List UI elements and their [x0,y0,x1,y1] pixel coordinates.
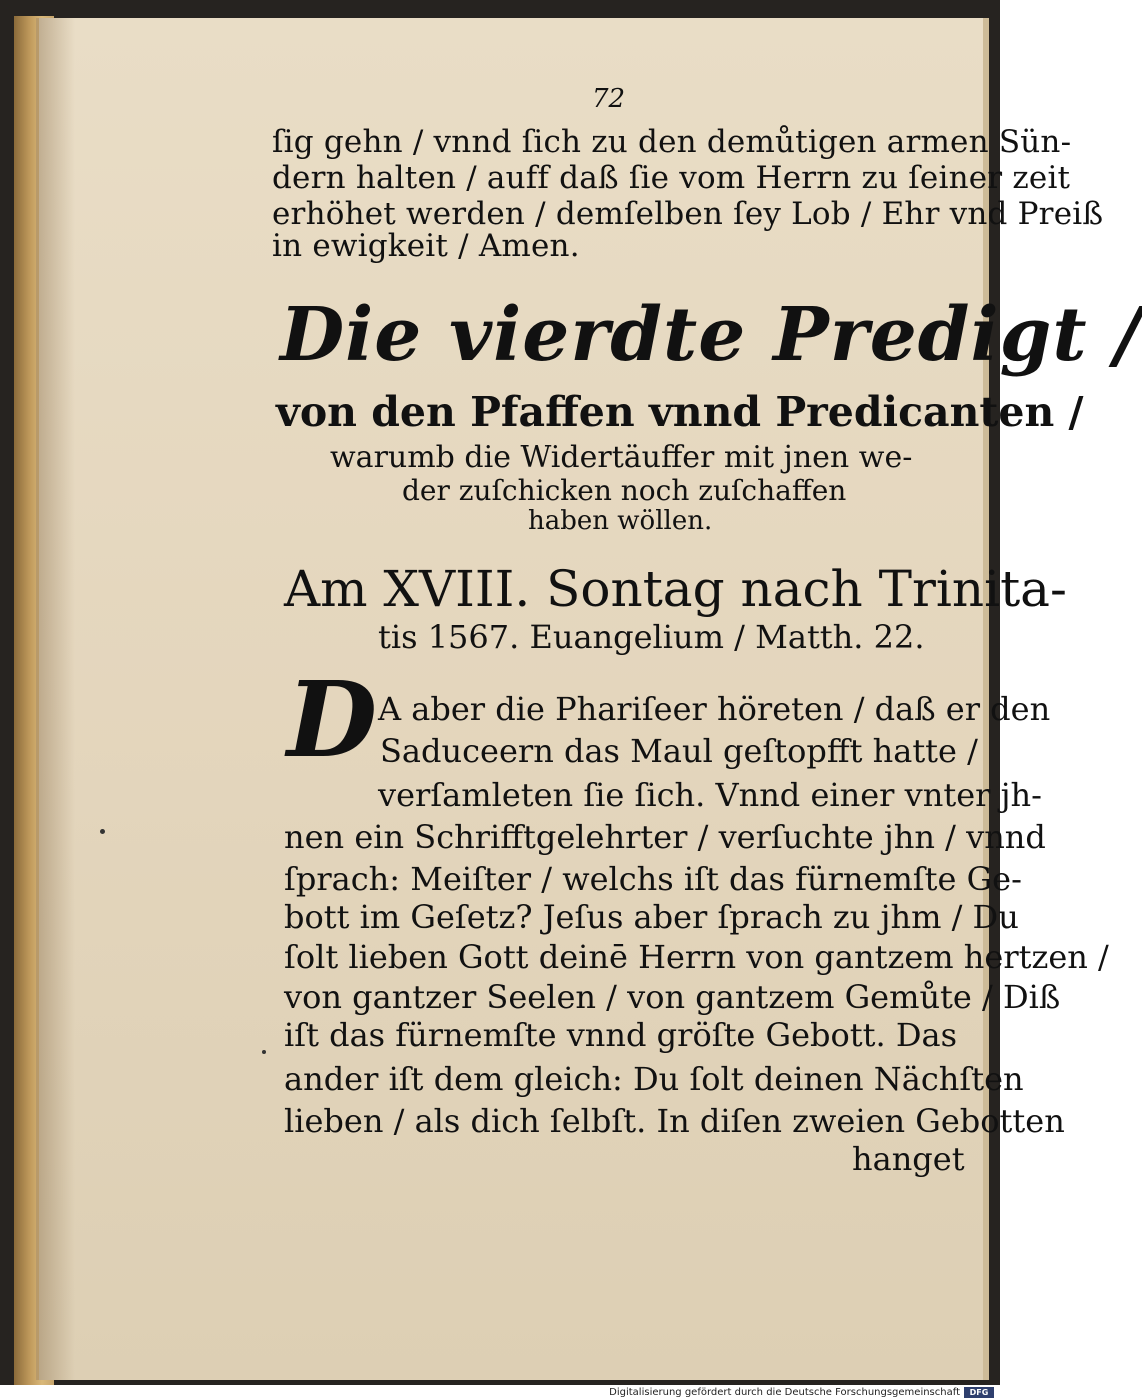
sermon-title: Die vierdte Predigt / [280,292,1142,378]
paragraph-line-4: nen ein Schrifftgelehrter / verſuchte jhn / vnnd [284,818,1046,856]
occasion-line-1: Am XVIII. Sontag nach Trinita- [284,560,1067,618]
decorated-initial [284,658,380,781]
paragraph-line-8: von gantzer Seelen / von gantzem Gemůte / Diß [284,978,1061,1016]
paragraph-line-1: A aber die Phariſeer höreten / daß er den [378,690,1051,728]
subtitle-line-4: haben wöllen. [528,506,713,536]
footer-bar [0,1385,1000,1400]
occasion-line-2: tis 1567. Euangelium / Matth. 22. [378,618,925,656]
footer-credit: Digitalisierung gefördert durch die Deutsche Forschungsgemeinschaft [609,1387,960,1398]
initial-letter: D [286,658,378,781]
paragraph-line-6: bott im Geſetz? Jeſus aber ſprach zu jhm / Du [284,898,1019,936]
catchword: hanget [852,1140,965,1178]
top-line-2: dern halten / auff daß ſie vom Herrn zu ſeiner zeit [272,160,1071,196]
paragraph-line-3: verſamleten ſie ſich. Vnnd einer vnter jh- [378,776,1042,814]
top-line-1: ſig gehn / vnnd ſich zu den demůtigen armen Sün- [272,124,1072,160]
page-gutter [39,18,75,1380]
dfg-logo: DFG [964,1387,994,1398]
top-line-4: in ewigkeit / Amen. [272,228,580,264]
ink-speck [100,829,105,834]
paragraph-line-5: ſprach: Meiſter / welchs iſt das fürnemſte Ge- [284,860,1022,898]
subtitle-line-3: der zuſchicken noch zuſchaffen [402,474,847,507]
paragraph-line-2: Saduceern das Maul geſtopfft hatte / [380,732,978,770]
paragraph-line-10: ander iſt dem gleich: Du ſolt deinen Nächſten [284,1060,1024,1098]
page-number: 72 [592,84,626,114]
paragraph-line-9: iſt das fürnemſte vnnd gröſte Gebott. Das [284,1016,957,1054]
subtitle-line-1: von den Pfaffen vnnd Predicanten / [276,388,1084,436]
subtitle-line-2: warumb die Widertäuffer mit jnen we- [330,440,913,475]
paragraph-line-7: ſolt lieben Gott deinē Herrn von gantzem hertzen / [284,938,1109,976]
paragraph-line-11: lieben / als dich ſelbſt. In diſen zweien Gebotten [284,1102,1065,1140]
top-line-3: erhöhet werden / demſelben ſey Lob / Ehr vnd Preiß [272,196,1104,232]
ink-speck [262,1050,266,1054]
